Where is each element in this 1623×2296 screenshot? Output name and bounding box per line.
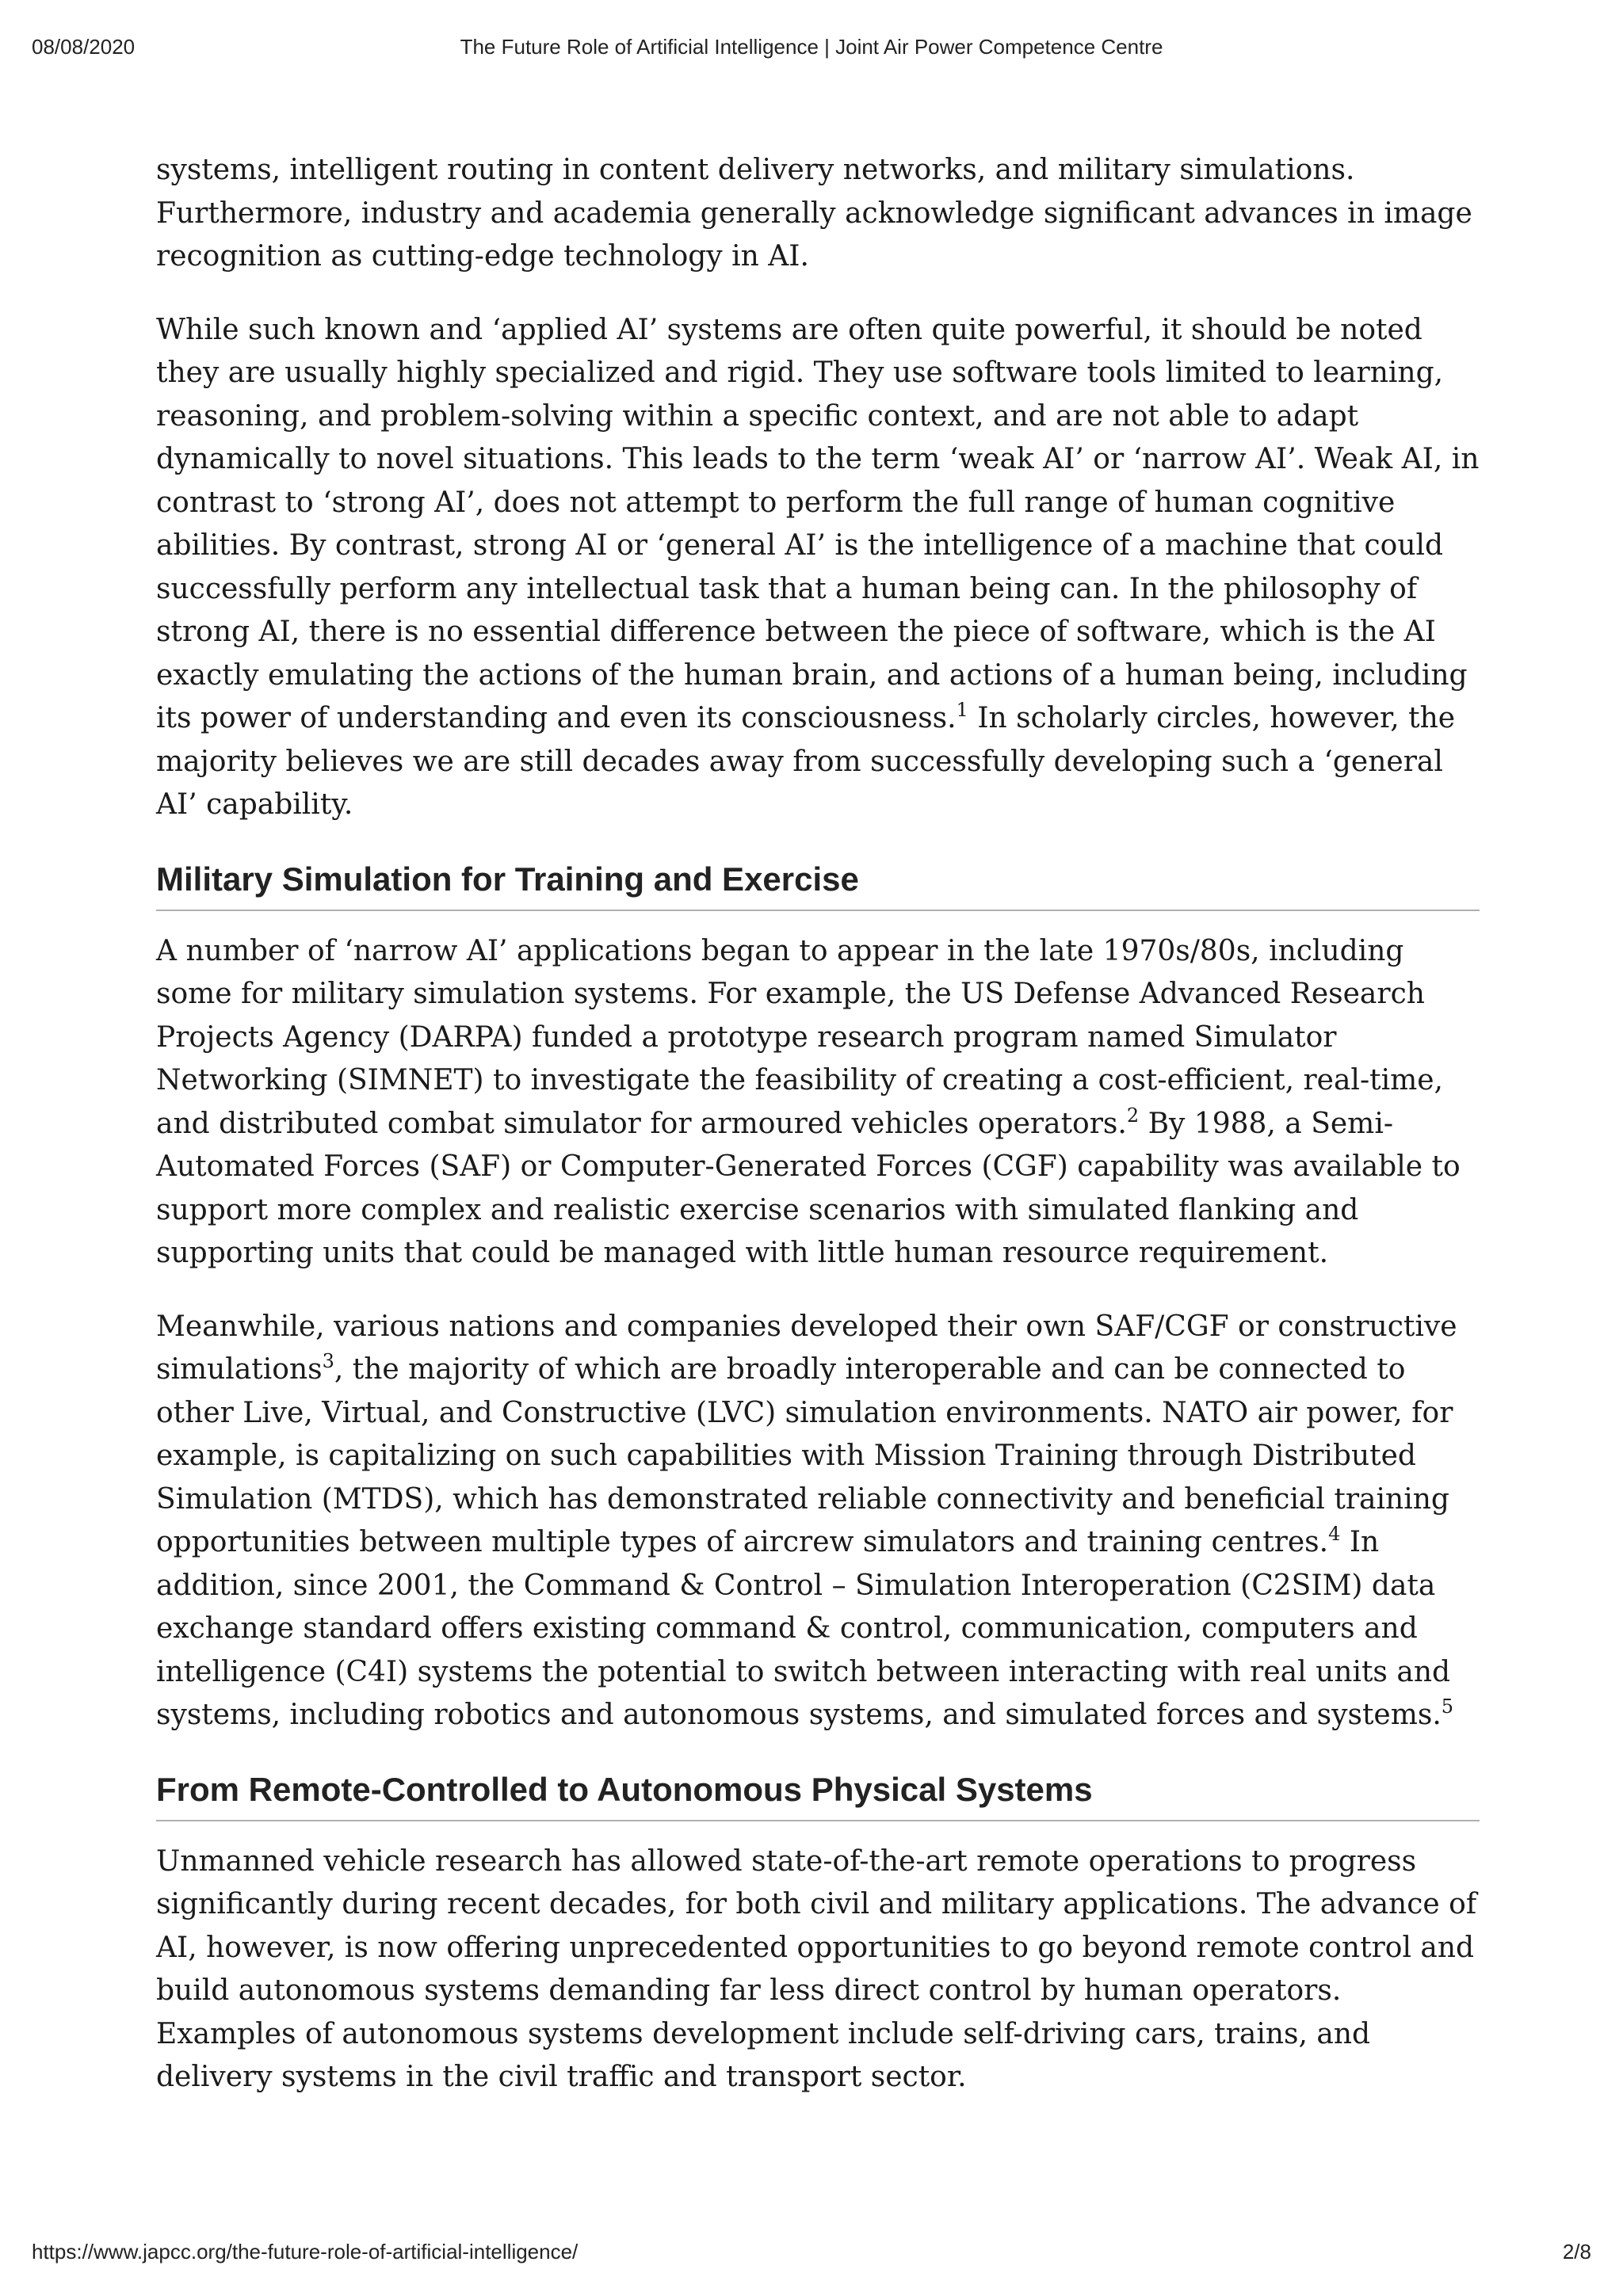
paragraph-unmanned-vehicles: Unmanned vehicle research has allowed state-of-the-art remote operations to progress significantly during recent decades, for both civil and military applications. The advance of AI, however, is now offering unprecedented opportunities to go beyond remote control and build autonomous systems demanding far less direct control by human operators. Examples of autonomous systems development include self-driving cars, trains, and delivery systems in the civil traffic and transport sector. <box>156 1844 1477 2093</box>
paragraph-text: By 1988, a Semi-Automated Forces (SAF) or Computer-Generated Forces (CGF) capability was available to support more complex and realistic exercise scenarios with simulated flanking and supporting units that could be managed with little human resource requirement. <box>156 1107 1461 1269</box>
section-heading-military-simulation: Military Simulation for Training and Exercise <box>156 857 1480 911</box>
paragraph-text: In addition, since 2001, the Command & Control – Simulation Interoperation (C2SIM) data exchange standard offers existing command & control, communication, computers and intelligence (C4I) systems the potential to switch between interacting with real units and systems, including robotics and autonomous systems, and simulated forces and systems. <box>156 1526 1451 1731</box>
footnote-ref-3[interactable]: 3 <box>322 1350 334 1372</box>
paragraph-applied-ai-examples: systems, intelligent routing in content delivery networks, and military simulations. Furthermore, industry and academia generally acknowledge significant advances in image recognition as cutting-edge technology in AI. <box>156 154 1472 273</box>
print-date: 08/08/2020 <box>32 35 136 59</box>
footnote-ref-4[interactable]: 4 <box>1328 1523 1341 1545</box>
section-heading-autonomous-systems: From Remote-Controlled to Autonomous Physical Systems <box>156 1768 1480 1821</box>
paragraph-text: While such known and ‘applied AI’ systems are often quite powerful, it should be noted they are usually highly specialized and rigid. They use software tools limited to learning, reasoning, and problem-solving within a specific context, and are not able to adapt dynamically to novel situations. This leads to the term ‘weak AI’ or ‘narrow AI’. Weak AI, in contrast to ‘strong AI’, does not attempt to perform the full range of human cognitive abilities. By contrast, strong AI or ‘general AI’ is the intelligence of a machine that could successfully perform any intellectual task that a human being can. In the philosophy of strong AI, there is no essential difference between the piece of software, which is the AI exactly emulating the actions of the human brain, and actions of a human being, including its power of understanding and even its consciousness. <box>156 313 1480 734</box>
paragraph-simnet <box>156 930 1480 1276</box>
paragraph-text: A number of ‘narrow AI’ applications began to appear in the late 1970s/80s, including some for military simulation systems. For example, the US Defense Advanced Research Projects Agency (DARPA) funded a prototype research program named Simulator Networking (SIMNET) to investigate the feasibility of creating a cost-efficient, real-time, and distributed combat simulator for armoured vehicles operators. <box>156 934 1443 1140</box>
paragraph-weak-vs-strong-ai <box>156 309 1480 827</box>
page-url: https://www.japcc.org/the-future-role-of-artificial-intelligence/ <box>32 2240 579 2264</box>
print-page-title: The Future Role of Artificial Intelligence | Joint Air Power Competence Centre <box>460 35 1163 59</box>
paragraph-text: Meanwhile, various nations and companies developed their own SAF/CGF or constructive simulations <box>156 1310 1457 1386</box>
paragraph-text: In scholarly circles, however, the majority believes we are still decades away from successfully developing such a ‘general AI’ capability. <box>156 702 1456 821</box>
paragraph-text: , the majority of which are broadly interoperable and can be connected to other Live, Virtual, and Constructive (LVC) simulation environments. NATO air power, for example, is capitalizing on such capabilities with Mission Training through Distributed Simulation (MTDS), which has demonstrated reliable connectivity and beneficial training opportunities between multiple types of aircrew simulators and training centres. <box>156 1353 1453 1558</box>
footnote-ref-5[interactable]: 5 <box>1441 1695 1454 1718</box>
footnote-ref-2[interactable]: 2 <box>1126 1104 1140 1127</box>
page-number: 2/8 <box>1562 2240 1591 2264</box>
article-body <box>156 149 1480 2130</box>
paragraph-saf-cgf <box>156 1306 1480 1737</box>
footnote-ref-1[interactable]: 1 <box>956 699 968 721</box>
